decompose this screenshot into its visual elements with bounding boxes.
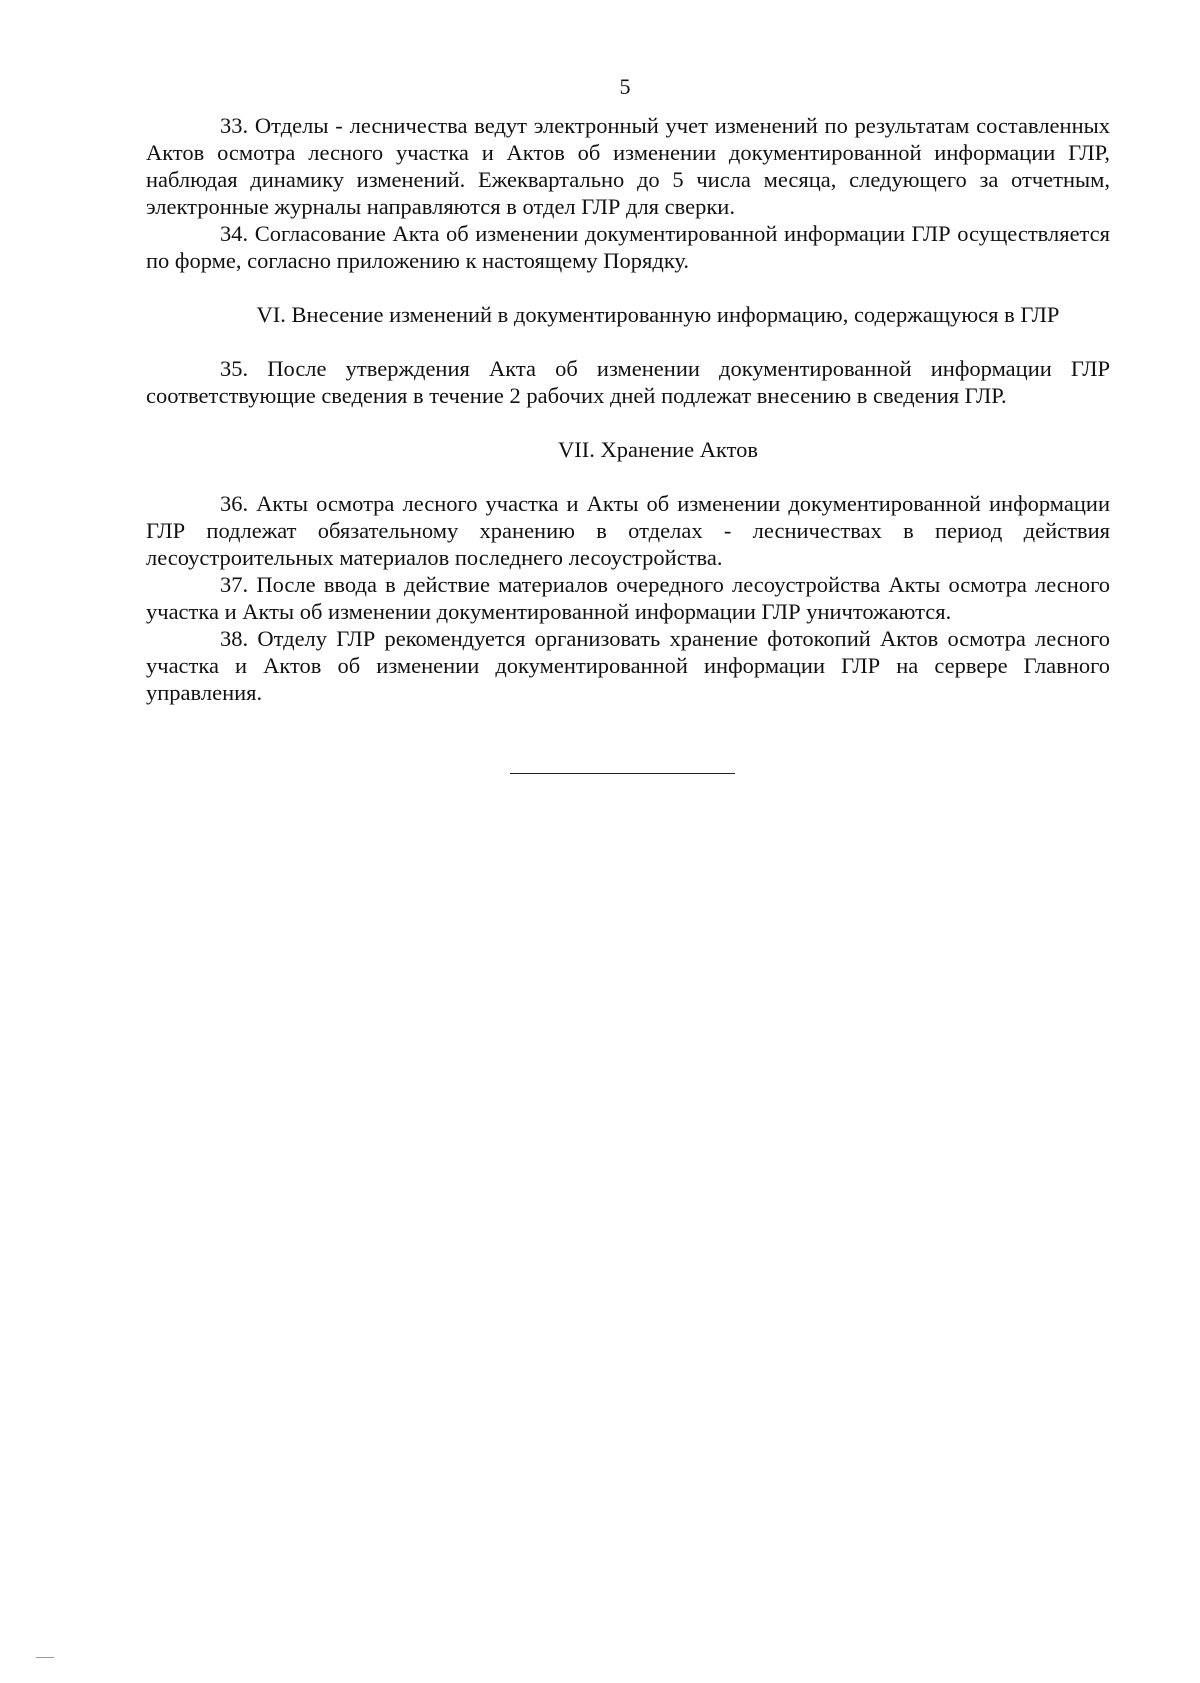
paragraph-36: 36. Акты осмотра лесного участка и Акты об изменении документированной информации ГЛР подлежат обязательному хранению в отделах - лесничествах в период действия лесоустроительных материалов последнего лесоустройства.: [146, 491, 1110, 570]
page-number: 5: [619, 74, 631, 99]
paragraph-33: 33. Отделы - лесничества ведут электронный учет изменений по результатам составленных Актов осмотра лесного участка и Актов об изменении документированной информации ГЛР, наблюдая динамику изменений. Ежеквартально до 5 числа месяца, следующего за отчетным, электронные журналы направляются в отдел ГЛР для сверки.: [146, 113, 1110, 219]
section-6-heading: VI. Внесение изменений в документированную информацию, содержащуюся в ГЛР: [256, 302, 1060, 327]
paragraph-38: 38. Отделу ГЛР рекомендуется организовать хранение фотокопий Актов осмотра лесного участка и Актов об изменении документированной информации ГЛР на сервере Главного управления.: [146, 626, 1110, 705]
document-end-rule: [510, 773, 735, 774]
document-body: [146, 112, 1110, 706]
paragraph-35: 35. После утверждения Акта об изменении документированной информации ГЛР соответствующие сведения в течение 2 рабочих дней подлежат внесению в сведения ГЛР.: [146, 356, 1110, 408]
paragraph-34: 34. Согласование Акта об изменении документированной информации ГЛР осуществляется по форме, согласно приложению к настоящему Порядку.: [146, 221, 1110, 273]
section-7-heading: VII. Хранение Актов: [558, 437, 758, 462]
scan-mark: [36, 1657, 54, 1658]
paragraph-37: 37. После ввода в действие материалов очередного лесоустройства Акты осмотра лесного участка и Акты об изменении документированной информации ГЛР уничтожаются.: [146, 572, 1110, 624]
